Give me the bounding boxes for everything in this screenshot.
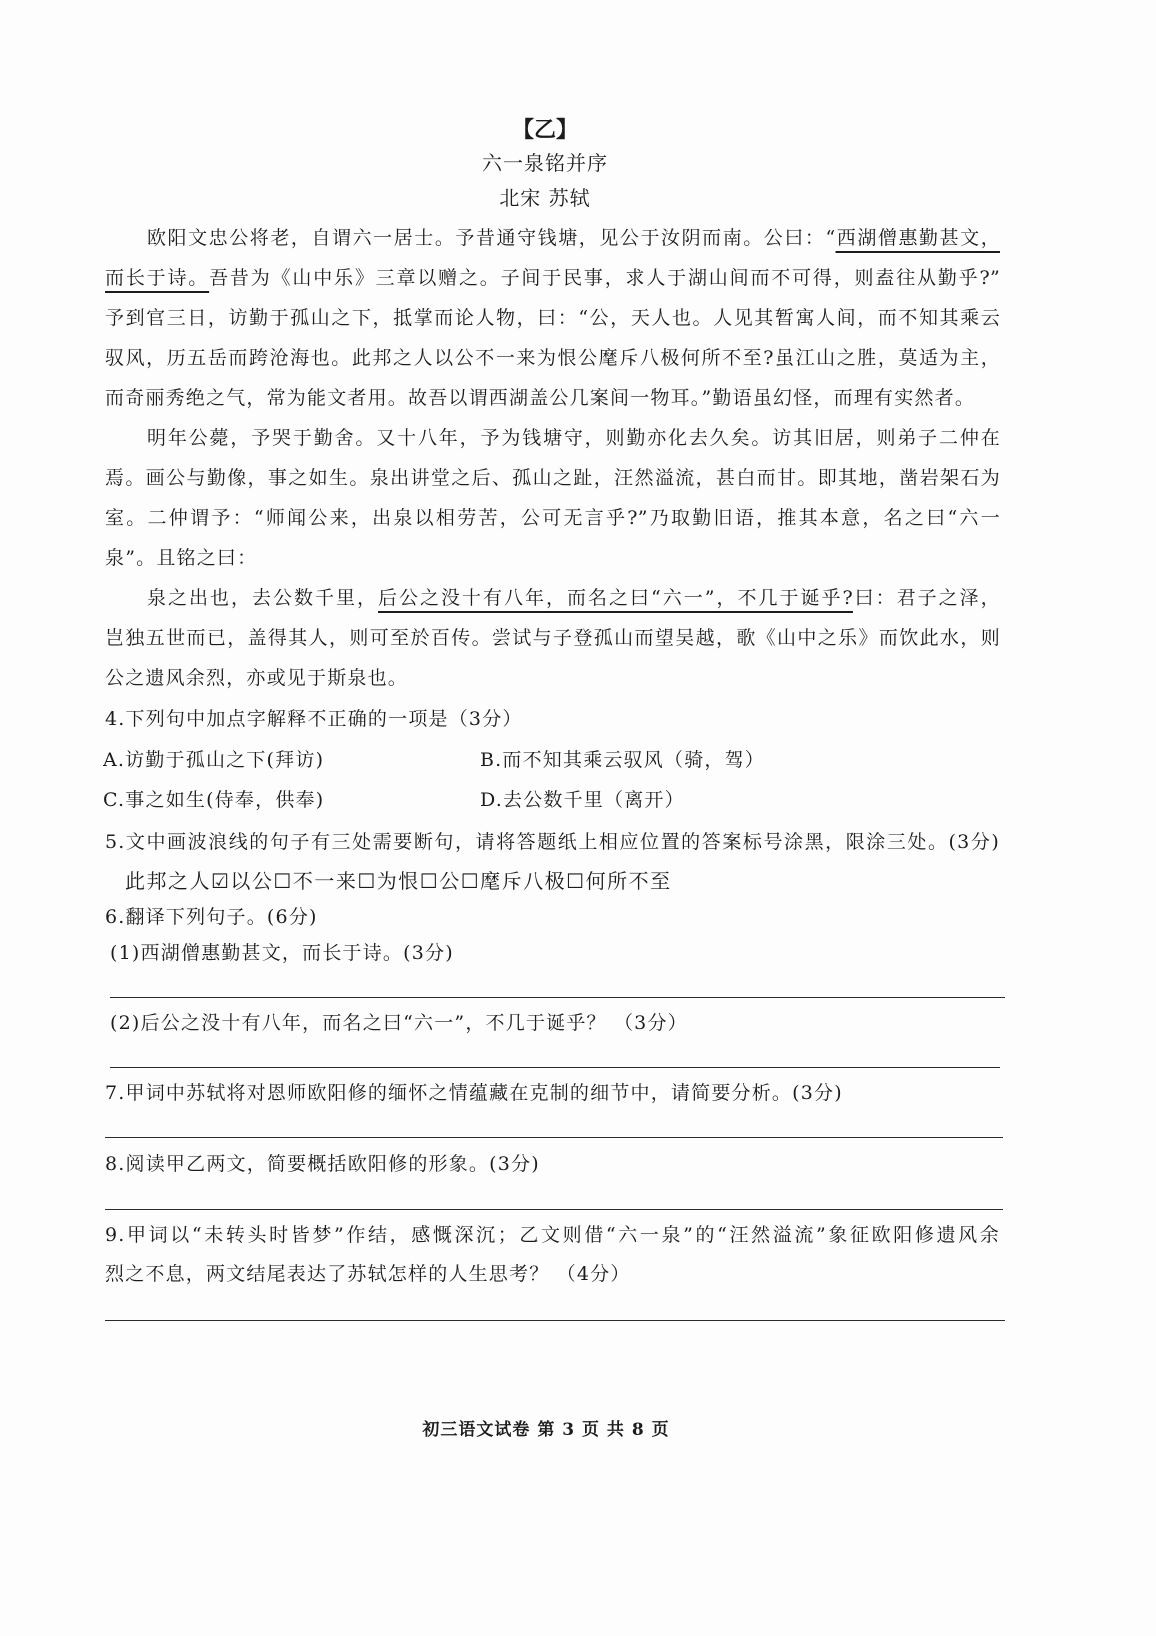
passage-line: 室。二仲谓予：“师闻公来，出泉以相劳苦，公可无言乎?”乃取勤旧语，推其本意，名之曰“六一: [105, 507, 1000, 529]
passage-text: 吾昔为《山中乐》三章以赠之。子间于民事，求人于湖山间而不可得，则盍往从勤乎?”: [209, 267, 1000, 289]
paragraph-1: [105, 218, 1000, 418]
question-5-sentence: 此邦之人☑以公☐不一来☐为恨☐公☐麾斥八极☐何所不至: [125, 869, 672, 893]
underlined-sentence: 西湖僧惠勤甚文，: [835, 227, 1000, 249]
answer-line: [105, 1137, 1003, 1138]
question-9-stem-line: 9.甲词以“未转头时皆梦”作结，感慨深沉；乙文则借“六一泉”的“汪然溢流”象征欧阳修遗风余: [105, 1224, 1000, 1246]
answer-line: [110, 997, 1005, 998]
question-6-item-1: (1)西湖僧惠勤甚文，而长于诗。(3分): [110, 942, 454, 964]
passage-line: 明年公薨，予哭于勤舍。又十八年，予为钱塘守，则勤亦化去久矣。访其旧居，则弟子二仲在: [147, 427, 1000, 449]
underlined-sentence: 而长于诗。: [105, 267, 210, 289]
passage-text: 曰：君子之泽，: [852, 587, 1000, 609]
question-9-stem-line: 烈之不息，两文结尾表达了苏轼怎样的人生思考？ （4分）: [105, 1263, 631, 1285]
question-7-stem: 7.甲词中苏轼将对恩师欧阳修的缅怀之情蕴藏在克制的细节中，请简要分析。(3分): [105, 1082, 843, 1104]
underlined-sentence: 后公之没十有八年，而名之曰“六一”，不几于诞乎?: [378, 587, 853, 609]
section-mark: 【乙】: [511, 117, 578, 143]
passage-author: 北宋 苏轼: [499, 186, 591, 210]
question-6-stem: 6.翻译下列句子。(6分): [105, 906, 318, 928]
passage-line: 驭风，历五岳而跨沧海也。此邦之人以公不一来为恨公麾斥八极何所不至?虽江山之胜，莫适为主，: [105, 347, 1000, 369]
passage-text: 泉之出也，去公数千里，: [147, 587, 379, 609]
passage-title: 六一泉铭并序: [482, 151, 608, 175]
question-6-item-2: (2)后公之没十有八年，而名之曰“六一”，不几于诞乎？ （3分）: [110, 1012, 688, 1034]
question-4-option-d: D.去公数千里（离开）: [480, 789, 685, 811]
question-4-option-b: B.而不知其乘云驭风（骑，驾）: [480, 749, 766, 771]
question-8-stem: 8.阅读甲乙两文，简要概括欧阳修的形象。(3分): [105, 1153, 540, 1175]
paragraph-2: [105, 418, 1000, 578]
passage-line: [105, 218, 1000, 258]
passage-line: 焉。画公与勤像，事之如生。泉出讲堂之后、孤山之趾，汪然溢流，甚白而甘。即其地，凿岩架石为: [105, 467, 1000, 489]
passage-line: 岂独五世而已，盖得其人，则可至於百传。尝试与子登孤山而望吴越，歌《山中之乐》而饮此水，则: [105, 627, 1000, 649]
answer-line: [105, 1320, 1005, 1321]
passage-line: [105, 258, 1000, 298]
answer-line: [110, 1067, 1000, 1068]
passage-line: [105, 578, 1000, 618]
question-4-stem: 4.下列句中加点字解释不正确的一项是（3分）: [105, 708, 523, 730]
paragraph-3: [105, 578, 1000, 698]
question-4-option-a: A.访勤于孤山之下(拜访): [103, 749, 325, 771]
page-footer: 初三语文试卷 第 3 页 共 8 页: [422, 1420, 670, 1440]
passage-line: 公之遗风余烈，亦或见于斯泉也。: [105, 667, 409, 689]
passage-line: 予到官三日，访勤于孤山之下，抵掌而论人物，曰：“公，天人也。人见其暂寓人间，而不知其乘云: [105, 307, 1000, 329]
passage: [105, 218, 1000, 698]
passage-line: 而奇丽秀绝之气，常为能文者用。故吾以谓西湖盖公几案间一物耳。”勤语虽幻怪，而理有实然者。: [105, 387, 976, 409]
question-5-stem: 5.文中画波浪线的句子有三处需要断句，请将答题纸上相应位置的答案标号涂黑，限涂三处。(3分): [105, 831, 1000, 853]
question-4-option-c: C.事之如生(侍奉，供奉): [103, 789, 325, 811]
passage-line: 泉”。且铭之曰：: [105, 547, 258, 569]
answer-line: [105, 1209, 1003, 1210]
passage-text: 欧阳文忠公将老，自谓六一居士。予昔通守钱塘，见公于汝阴而南。公曰：“: [147, 227, 836, 249]
